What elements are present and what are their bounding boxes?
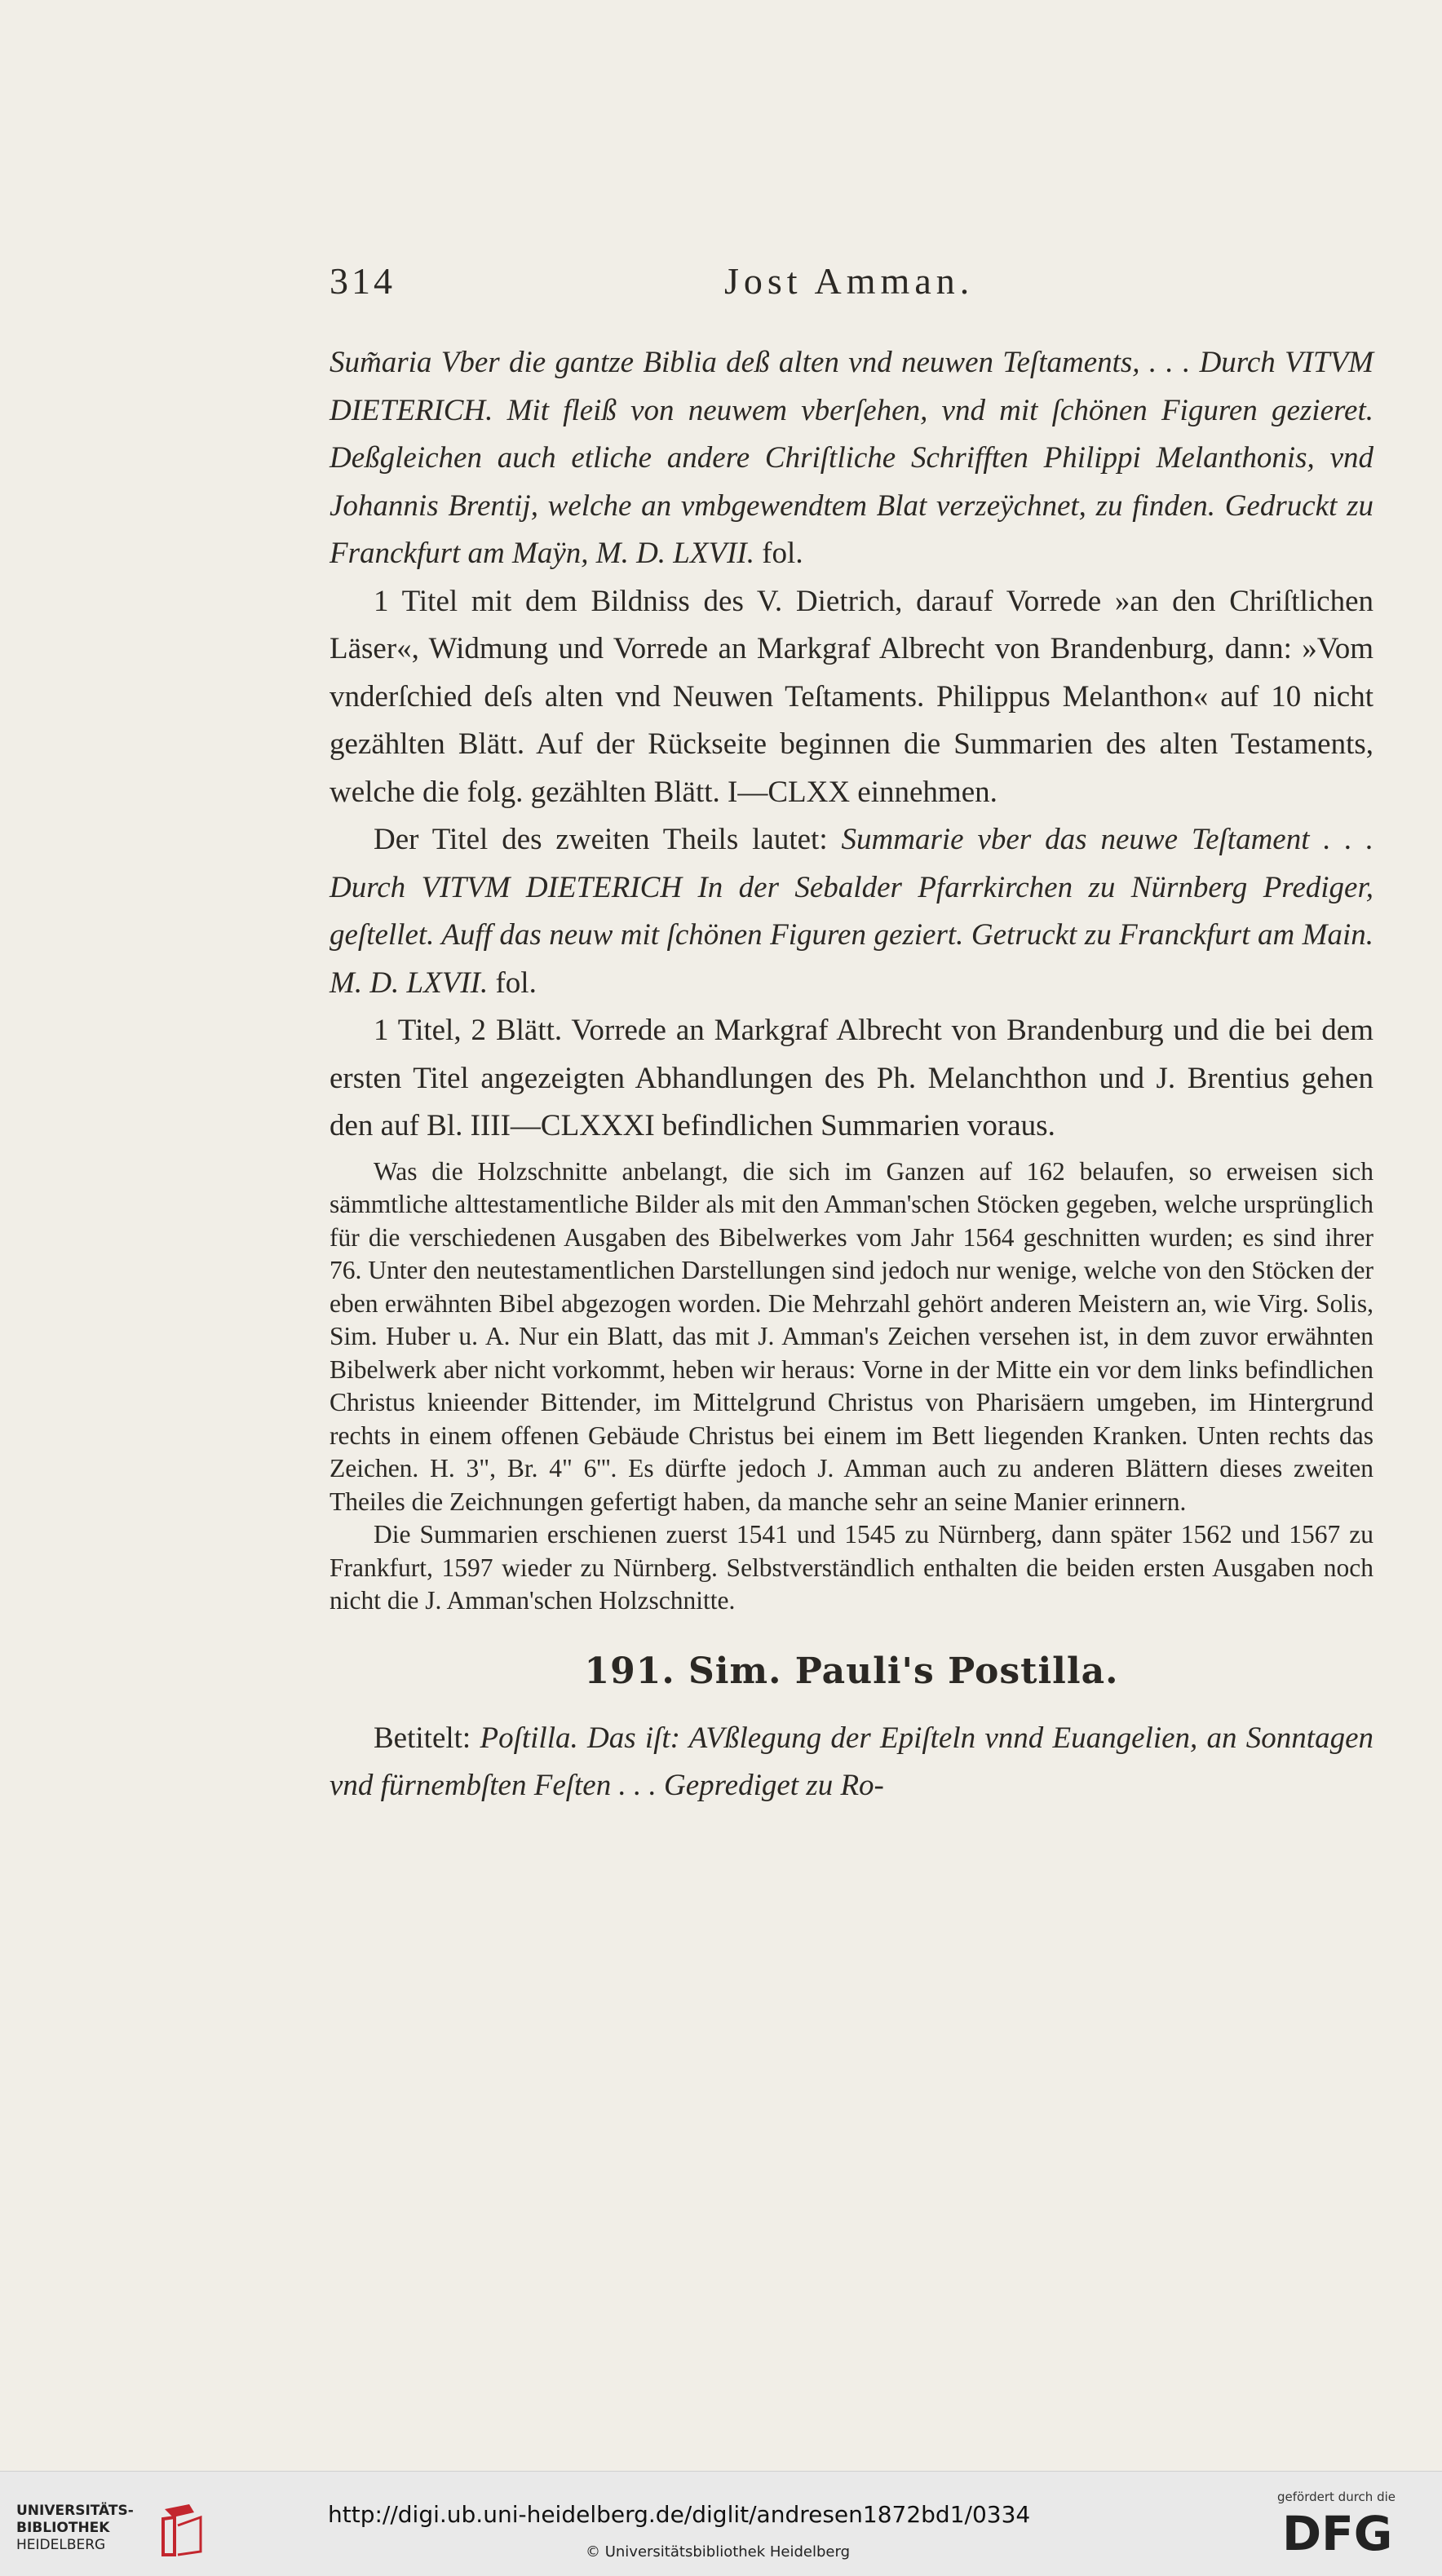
format-fol: fol.: [762, 537, 803, 570]
library-emblem-icon: [153, 2501, 206, 2558]
library-name-line2: BIBLIOTHEK: [16, 2520, 110, 2536]
page-number: 314: [330, 260, 396, 302]
postilla-title-text: Poſtilla. Das iſt: AVßlegung der Epiſteln vnnd Euangelien, an Sonntagen vnd fürnembſten Feſten . . . Geprediget zu Ro-: [330, 1721, 1373, 1802]
paragraph-title-entry: [330, 339, 1373, 578]
paragraph-editions: Die Summarien erschienen zuerst 1541 und 1545 zu Nürnberg, dann später 1562 und 1567 zu Frankfurt, 1597 wieder zu Nürnberg. Selbstverständlich enthalten die beiden ersten Ausgaben noch nicht die J. Amman'schen Holzschnitte.: [330, 1520, 1373, 1615]
library-name-line3: HEIDELBERG: [16, 2537, 106, 2553]
dfg-logo-text: DFG: [1282, 2508, 1393, 2556]
postilla-lead: Betitelt:: [374, 1721, 471, 1755]
permalink-url[interactable]: http://digi.ub.uni-heidelberg.de/diglit/andresen1872bd1/0334: [328, 2501, 1031, 2528]
library-name-line1: UNIVERSITÄTS-: [16, 2503, 134, 2519]
body-text: [330, 339, 1373, 1810]
dfg-logo-icon[interactable]: [1282, 2508, 1421, 2556]
sponsor-text: gefördert durch die: [1277, 2490, 1396, 2504]
section-heading: 191. Sim. Pauli's Postilla.: [584, 1650, 1119, 1692]
second-part-lead: Der Titel des zweiten Theils lautet:: [374, 823, 828, 856]
paragraph-description-1: 1 Titel mit dem Bildniss des V. Dietrich, darauf Vorrede »an den Chriſtlichen Läser«, Widmung und Vorrede an Markgraf Albrecht von Brandenburg, dann: »Vom vnderſchied deſs alten vnd Neuwen Teſtaments. Philippus Melanthon« auf 10 nicht gezählten Blätt. Auf der Rückseite beginnen die Summarien des alten Testaments, welche die folg. gezählten Blätt. I—CLXX einnehmen.: [330, 584, 1373, 809]
copyright-notice: © Universitätsbibliothek Heidelberg: [586, 2543, 851, 2561]
paragraph-postilla-title: [330, 1715, 1373, 1810]
paragraph-second-part-title: [330, 816, 1373, 1007]
paragraph-description-2: 1 Titel, 2 Blätt. Vorrede an Markgraf Albrecht von Brandenburg und die bei dem ersten Titel angezeigten Abhandlungen des Ph. Melanchthon und J. Brentius gehen den auf Bl. IIII—CLXXXI befindlichen Summarien voraus.: [330, 1014, 1373, 1142]
format-fol-2: fol.: [495, 965, 537, 1000]
running-title: Jost Amman.: [724, 260, 975, 302]
title-entry-text: Sum̃aria Vber die gantze Biblia deß alten vnd neuwen Teſtaments, . . . Durch VITVM DIETERICH. Mit fleiß von neuwem vberſehen, vnd mit ſchönen Figuren gezieret. Deßgleichen auch etliche andere Chriſtliche Schrifften Philippi Melanthonis, vnd Johannis Brentij, welche an vmbgewendtem Blat verzeÿchnet, zu finden. Gedruckt zu Franckfurt am Maÿn, M. D. LXVII.: [330, 346, 1373, 570]
second-part-title-text: Summarie vber das neuwe Teſtament . . . Durch VITVM DIETERICH In der Sebalder Pfarrkirchen zu Nürnberg Prediger, geſtellet. Auff das neuw mit ſchönen Figuren geziert. Getruckt zu Franckfurt am Main. M. D. LXVII.: [330, 823, 1374, 1000]
page-header: [330, 259, 1373, 316]
viewer-footer: [0, 2471, 1442, 2576]
paragraph-woodcuts: Was die Holzschnitte anbelangt, die sich im Ganzen auf 162 belaufen, so erweisen sich sämmtliche alttestamentliche Bilder als mit den Amman'schen Stöcken gegeben, welche ursprünglich für die verschiedenen Ausgaben des Bibelwerkes vom Jahr 1564 geschnitten wurden; es sind ihrer 76. Unter den neutestamentlichen Darstellungen sind jedoch nur wenige, welche von den Stöcken der eben erwähnten Bibel abgezogen worden. Die Mehrzahl gehört anderen Meistern an, wie Virg. Solis, Sim. Huber u. A. Nur ein Blatt, das mit J. Amman's Zeichen versehen ist, in dem zuvor erwähnten Bibelwerk aber nicht vorkommt, heben wir heraus: Vorne in der Mitte ein vor dem links befindlichen Christus knieender Bittender, im Mittelgrund Christus von Pharisäern umgeben, im Hintergrund rechts in einem offenen Gebäude Christus bei einem im Bett liegenden Kranken. Unten rechts das Zeichen. H. 3", Br. 4" 6'''. Es dürfte jedoch J. Amman auch zu anderen Blättern dieses zweiten Theiles die Zeichnungen gefertigt haben, da manche sehr an seine Manier erinnern.: [330, 1156, 1373, 1516]
library-logo[interactable]: [16, 2501, 212, 2558]
